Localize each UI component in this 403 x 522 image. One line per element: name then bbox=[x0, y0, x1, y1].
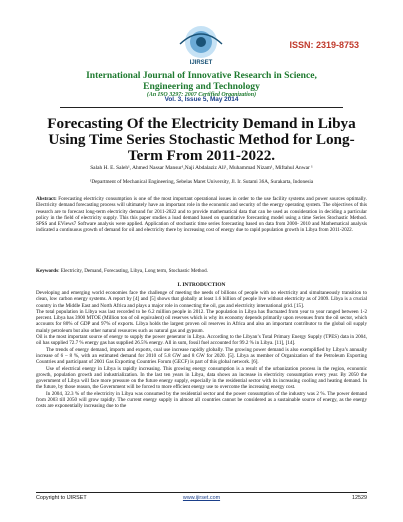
author-affiliation: ¹Department of Mechanical Engineering, Sebelas Maret University, Jl. Ir. Sutami 36A, Surakarta, Indonesia bbox=[89, 179, 314, 185]
abstract bbox=[36, 196, 367, 234]
keywords-label: Keywords bbox=[36, 268, 59, 274]
journal-name bbox=[0, 70, 403, 99]
journal-name-line1: International Journal of Innovative Research in Science, bbox=[86, 70, 317, 81]
page-number: 12529 bbox=[352, 495, 367, 501]
section-heading-introduction: I. INTRODUCTION bbox=[177, 282, 226, 288]
paper-title: Forecasting Of the Electricity Demand in Libya Using Time Series Stochastic Method for Long-Term From 2011-2022. bbox=[47, 115, 356, 164]
intro-paragraph: Oil is the most important source of energy to supply the power generator in Libya. According to the Libyan’s Total Primary Energy Supply (TPES) data in 2004, oil has supplied 72.7 % energy gas has supplied 26.5% energy. All in sum, fossil fuel accounted for 99.2 % in Libya. [11], [14]. bbox=[36, 334, 367, 347]
header-rule bbox=[60, 107, 343, 108]
abstract-text: Forecasting electricity consumption is one of the most important operational issues in order to the use facility systems and power sources optimally. Electricity demand forecasting process will ultimately have an important role in the economic and security of the energy operating system. The objectives of this research are to forecast long-term electricity demand for 2011-2022 and to provide mathematical data that can be used as consideration in deciding a particular policy in the field of electricity supply. This this paper studies a load demand based on quantitative forecasting model using a time Series Stochastic Method. SPSS and EViews7 Software analysis were applied. Application of stochastic time series forecasting based on data from 2000- 2010 and Mathematical analysis indicated a continuous growth of demand for oil and electricity there by increasing cost of energy due to rapid population growth in Libya from 2011-2022. bbox=[36, 196, 367, 234]
intro-paragraph: The trends of energy demand, imports and exports, coal use increase rapidly globally. The growing power demand is also exemplified by Libya’s annually increase of 6 – 8 %, with an estimated demand for 2010 of 5.8 GW and 8 GW for 2020. [5]. Libya as member of Organization of the Petroleum Exporting Countries and participant of 2001 Gas Exporting Countries Forum (GECF) is part of this global network. [6]. bbox=[36, 346, 367, 366]
introduction-body bbox=[36, 290, 367, 410]
footer-rule bbox=[36, 492, 367, 493]
intro-paragraph: The total population in Libya was last recorded to be 6.2 million people in 2012. The population in Libya has fluctuated from year to year ranged between 1-2 percent. Libya has 3900 MTOE (Million ton of oil equivalent) oil reserves which is why its economy depends primarily upon revenues from the oil sector, which accounts for 80% of GDP and 97% of exports. Libya holds the largest proven oil reserves in Africa and also an important contributor to the global oil supply mainly petroleum but also other natural resources such as natural gas and gypsum. bbox=[36, 308, 367, 334]
intro-paragraph: In 2004, 32.3 % of the electricity in Libya was consumed by the residential sector and the power consumption of the industry was 2 %. The power demand from 2003 till 2050 will grow rapidly. The current energy supply in almost all countries cannot be considered as a sustainable source of energy, as the energy costs are exponentially increasing due to the bbox=[36, 390, 367, 410]
abstract-label: Abstract: bbox=[36, 196, 57, 202]
intro-paragraph: Developing and emerging world economies face the challenge of meeting the needs of billions of people with no electricity and simultaneously transition to clean, low carbon energy systems. A report by [4] and [5] shows that globally at least 1.6 billion of people live without electricity as of 2009. Libya is a crucial country in the Middle East and North Africa and plays a major role in connecting the oil, gas and electricity international grid. [15]. bbox=[36, 290, 367, 309]
volume-issue: Vol. 3, Issue 5, May 2014 bbox=[164, 96, 239, 103]
author-list: Salah H. E. Saleh¹, Ahmed Nassar Mansur¹,Naji Abdalaziz Ali¹, Muhammad Nizam¹, Miftahul Anwar ¹ bbox=[90, 165, 313, 171]
journal-name-line2: Engineering and Technology bbox=[143, 81, 260, 92]
footer-copyright: Copyright to IJIRSET bbox=[36, 495, 87, 501]
issn-label: ISSN: 2319-8753 bbox=[289, 40, 359, 50]
keywords-text: : Electricity, Demand, Forecasting, Libya, Long term, Stochastic Method. bbox=[58, 268, 208, 274]
keywords bbox=[36, 268, 367, 274]
logo-text: IJIRSET bbox=[189, 60, 213, 66]
journal-certification: (An ISO 3297: 2007 Certified Organization) bbox=[146, 92, 257, 98]
intro-paragraph: Use of electrical energy in Libya is rapidly increasing. This growing energy consumption is a result of the urbanization process in the region, economic growth, population growth and industrialization. In the last ten years in Libya, data shows an increase in electricity consumption every year. By 2050 the government of Libya will face more pressure on the future energy supply, especially in the residential sector with its increasing cooling and heating demand. In the future, by those reason, the Government will be forced to more efficient energy use to overcome the increasing energy cost. bbox=[36, 365, 367, 391]
footer-url-link[interactable]: www.ijirset.com bbox=[182, 495, 221, 501]
